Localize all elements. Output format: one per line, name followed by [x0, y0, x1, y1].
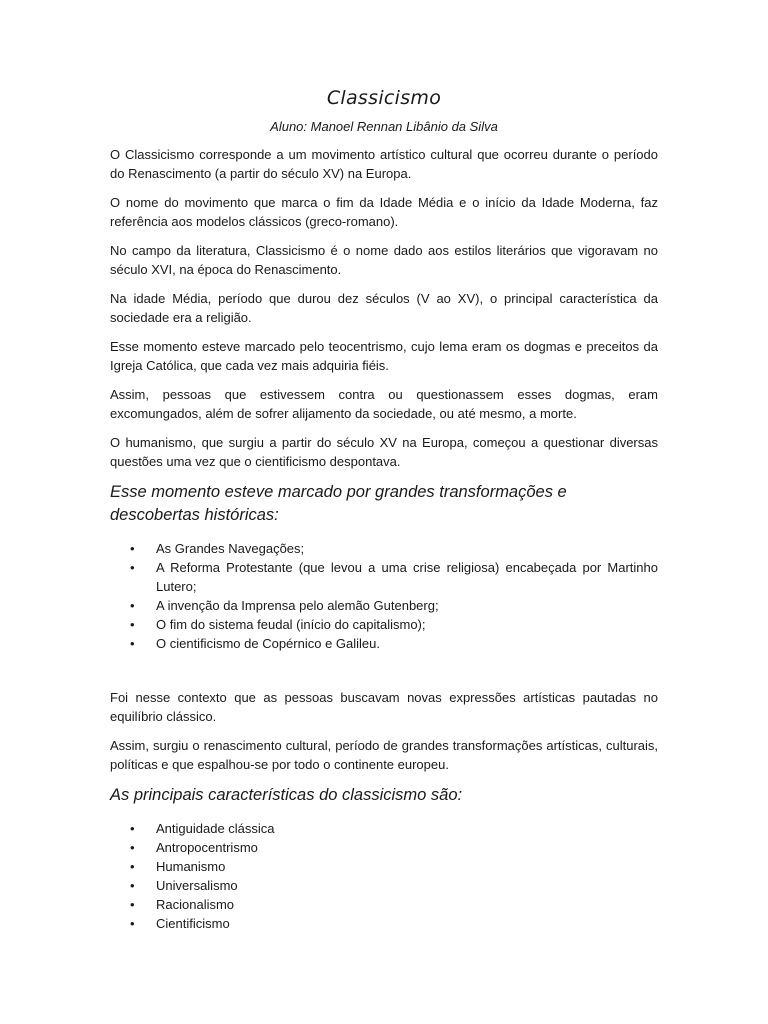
bullet-icon: •	[130, 859, 135, 874]
historical-events-list	[110, 539, 658, 653]
paragraph: O humanismo, que surgiu a partir do século XV na Europa, começou a questionar diversas questões uma vez que o cientificismo despontava.	[110, 435, 658, 469]
list-item	[110, 876, 658, 895]
paragraph: Foi nesse contexto que as pessoas buscavam novas expressões artísticas pautadas no equilíbrio clássico.	[110, 690, 658, 724]
document-page	[110, 86, 658, 933]
list-item-text: Antropocentrismo	[156, 840, 258, 855]
list-item-text: A Reforma Protestante (que levou a uma crise religiosa) encabeçada por Martinho Lutero;	[156, 560, 658, 594]
list-item	[110, 895, 658, 914]
bullet-icon: •	[130, 878, 135, 893]
list-item	[110, 819, 658, 838]
paragraph: Na idade Média, período que durou dez séculos (V ao XV), o principal característica da sociedade era a religião.	[110, 291, 658, 325]
list-item	[110, 914, 658, 933]
bullet-icon: •	[130, 598, 135, 613]
author-line: Aluno: Manoel Rennan Libânio da Silva	[270, 119, 498, 134]
list-item	[110, 539, 658, 558]
bullet-icon: •	[130, 560, 135, 575]
section-heading-historical-transformations: Esse momento esteve marcado por grandes transformações e descobertas históricas:	[110, 483, 567, 524]
bullet-icon: •	[130, 897, 135, 912]
list-item-text: A invenção da Imprensa pelo alemão Gutenberg;	[156, 598, 439, 613]
bullet-icon: •	[130, 636, 135, 651]
list-item	[110, 838, 658, 857]
list-item	[110, 615, 658, 634]
document-title: Classicismo	[326, 87, 442, 109]
blank-line	[110, 653, 658, 688]
paragraph: Assim, surgiu o renascimento cultural, período de grandes transformações artísticas, culturais, políticas e que espalhou-se por todo o continente europeu.	[110, 738, 658, 772]
list-item-text: As Grandes Navegações;	[156, 541, 305, 556]
list-item	[110, 634, 658, 653]
paragraph: O nome do movimento que marca o fim da Idade Média e o início da Idade Moderna, faz referência aos modelos clássicos (greco-romano).	[110, 195, 658, 229]
list-item-text: Antiguidade clássica	[156, 821, 275, 836]
list-item-text: Racionalismo	[156, 897, 235, 912]
characteristics-list	[110, 819, 658, 933]
bullet-icon: •	[130, 840, 135, 855]
bullet-icon: •	[130, 821, 135, 836]
list-item-text: O cientificismo de Copérnico e Galileu.	[156, 636, 380, 651]
paragraph: Esse momento esteve marcado pelo teocentrismo, cujo lema eram os dogmas e preceitos da Igreja Católica, que cada vez mais adquiria fiéis.	[110, 339, 658, 373]
list-item-text: Cientificismo	[156, 916, 230, 931]
section-heading-characteristics: As principais características do classicismo são:	[110, 786, 463, 804]
paragraph: No campo da literatura, Classicismo é o nome dado aos estilos literários que vigoravam no século XVI, na época do Renascimento.	[110, 243, 658, 277]
list-item	[110, 857, 658, 876]
paragraph: O Classicismo corresponde a um movimento artístico cultural que ocorreu durante o período do Renascimento (a partir do século XV) na Europa.	[110, 147, 658, 181]
paragraph: Assim, pessoas que estivessem contra ou questionassem esses dogmas, eram excomungados, além de sofrer alijamento da sociedade, ou até mesmo, a morte.	[110, 387, 658, 421]
bullet-icon: •	[130, 916, 135, 931]
list-item-text: O fim do sistema feudal (início do capitalismo);	[156, 617, 426, 632]
list-item-text: Universalismo	[156, 878, 238, 893]
list-item-text: Humanismo	[156, 859, 226, 874]
list-item	[110, 558, 658, 596]
bullet-icon: •	[130, 617, 135, 632]
list-item	[110, 596, 658, 615]
bullet-icon: •	[130, 541, 135, 556]
